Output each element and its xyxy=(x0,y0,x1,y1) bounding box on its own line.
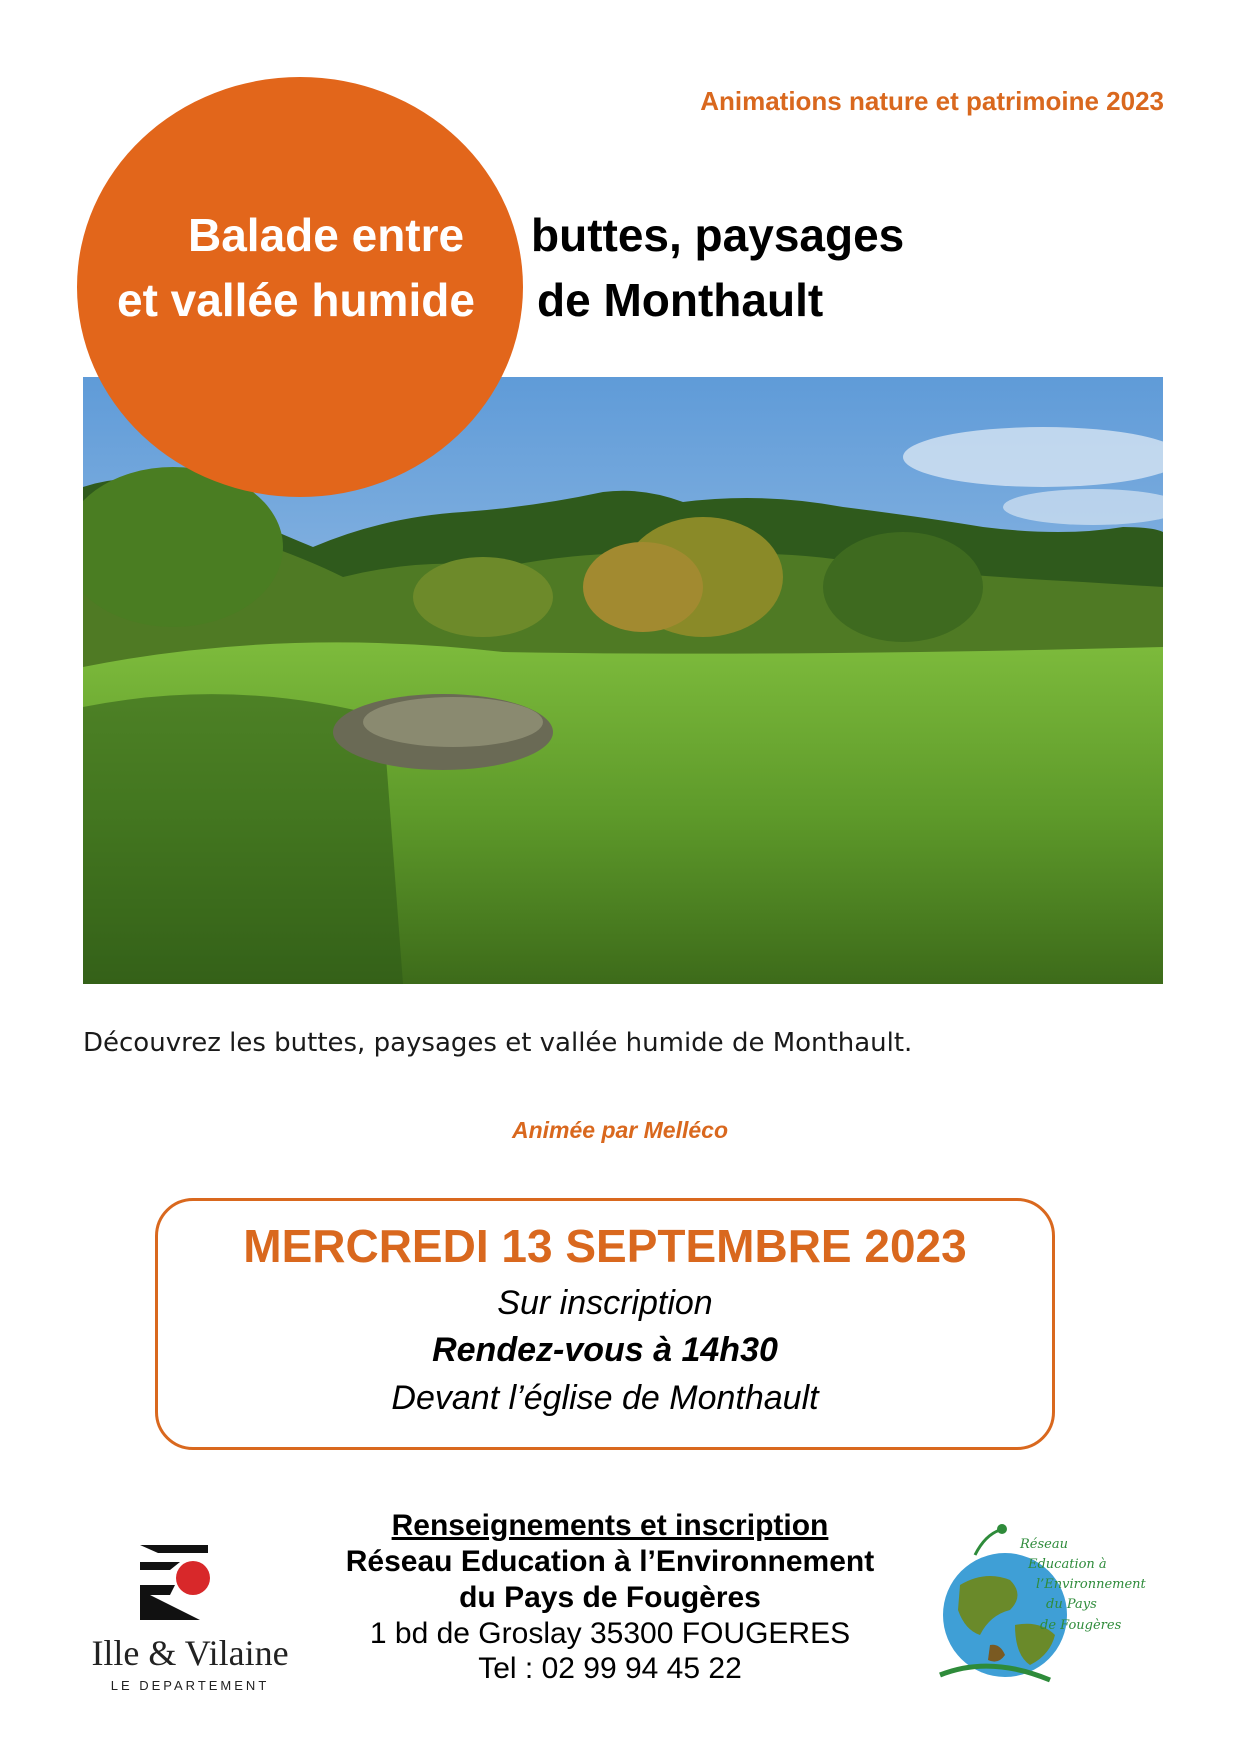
contact-phone: Tel : 02 99 94 45 22 xyxy=(478,1652,742,1686)
contact-org-line2: du Pays de Fougères xyxy=(459,1581,761,1614)
reep-line-4: du Pays xyxy=(1046,1597,1097,1613)
reep-line-2: Education à xyxy=(1028,1557,1107,1573)
contact-address: 1 bd de Groslay 35300 FOUGERES xyxy=(369,1617,851,1650)
contact-org-line1: Réseau Education à l’Environnement xyxy=(345,1545,875,1578)
event-registration: Sur inscription xyxy=(497,1283,713,1322)
series-title: Animations nature et patrimoine 2023 xyxy=(700,86,1164,116)
reep-line-1: Réseau xyxy=(1020,1537,1068,1552)
event-meeting-time: Rendez-vous à 14h30 xyxy=(432,1331,778,1370)
event-date: MERCREDI 13 SEPTEMBRE 2023 xyxy=(243,1220,967,1272)
reep-wordmark xyxy=(1020,1535,1146,1636)
department-logo xyxy=(70,1540,310,1700)
event-place: Devant l’église de Monthault xyxy=(391,1378,819,1417)
intro-text: Découvrez les buttes, paysages et vallée humide de Monthault. xyxy=(83,1028,913,1058)
reep-line-5: de Fougères xyxy=(1040,1617,1122,1633)
title-line1-right: buttes, paysages xyxy=(531,209,905,261)
reep-logo xyxy=(930,1515,1170,1690)
department-emblem-icon xyxy=(130,1540,230,1630)
contact-block xyxy=(310,1508,910,1687)
title-line2-left: et vallée humide xyxy=(117,274,475,326)
event-box xyxy=(155,1198,1055,1450)
animator-credit: Animée par Melléco xyxy=(511,1117,729,1143)
title-line1-left: Balade entre xyxy=(188,209,465,261)
title-line2-right: de Monthault xyxy=(537,274,824,326)
department-subtitle: LE DEPARTEMENT xyxy=(110,1678,270,1693)
reep-line-3: l’Environnement xyxy=(1036,1577,1146,1593)
department-name: Ille & Vilaine xyxy=(91,1633,289,1673)
contact-heading: Renseignements et inscription xyxy=(391,1509,829,1542)
